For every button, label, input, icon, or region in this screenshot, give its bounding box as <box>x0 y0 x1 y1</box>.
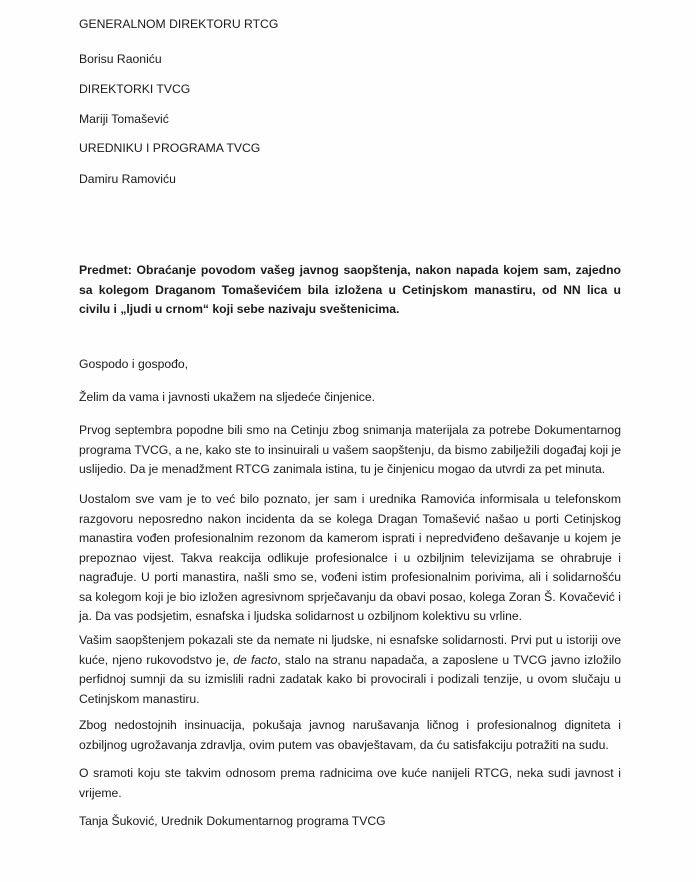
paragraph-4: Zbog nedostojnih insinuacija, pokušaja javnog narušavanja ličnog i profesionalnog digniteta i ozbiljnog ugrožavanja zdravlja, ovim putem vas obavještavam, da ću satisfakciju potražiti na sudu. <box>79 718 621 752</box>
paragraph-5: O sramoti koju ste takvim odnosom prema radnicima ove kuće nanijeli RTCG, neka sudi javnost i vrijeme. <box>79 766 621 800</box>
recipient-line-6: Damiru Ramoviću <box>79 172 176 186</box>
paragraph-2: Uostalom sve vam je to već bilo poznato, jer sam i urednika Ramovića informisala u telefonskom razgovoru neposredno nakon incidenta da se kolega Dragan Tomašević našao u porti Cetinjskog manastira vođen profesionalnim rezonom da kamerom isprati i nepredviđeno dešavanje u kojem je prepoznao vijest. Takva reakcija odlikuje profesionalce i u ozbiljnim televizijama se ohrabruje i nagrađuje. U porti manastira, našli smo se, vođeni istim profesionalnim porivima, ali i solidarnošću sa kolegom koji je bio izložen agresivnom sprječavanju da obavi posao, kolega Zoran Š. Kovačević i ja. Da vas podsjetim, esnafska i ljudska solidarnost u ozbiljnom kolektivu su vrline. <box>79 492 621 623</box>
letter-subject: Predmet: Obraćanje povodom vašeg javnog saopštenja, nakon napada kojem sam, zajedno sa kolegom Draganom Tomaševićem bila izložena u Cetinjskom manastiru, od NN lica u civilu i „ljudi u crnom“ koji sebe nazivaju sveštenicima. <box>79 263 621 316</box>
paragraph-3-text-b: , stalo na stranu napadača, a zaposlene u TVCG javno izložilo perfidnoj sumnji da su izmislili radni zadatak kako bi provocirali i podizali tenzije, u ovom slučaju u Cetinjskom manastiru. <box>79 652 622 706</box>
paragraph-3-text-a: Vašim saopštenjem pokazali ste da nemate ni ljudske, ni esnafske solidarnosti. Prvi put u istoriji ove kuće, njeno rukovodstvo je, <box>79 633 621 667</box>
recipient-line-5: UREDNIKU I PROGRAMA TVCG <box>79 141 261 155</box>
paragraph-3-italic: de facto <box>233 652 278 667</box>
paragraph-3 <box>79 631 621 709</box>
signature: Tanja Šuković, Urednik Dokumentarnog programa TVCG <box>79 814 386 828</box>
paragraph-1: Prvog septembra popodne bili smo na Cetinju zbog snimanja materijala za potrebe Dokumentarnog programa TVCG, a ne, kako ste to insinuirali u vašem saopštenju, da bismo zabilježili događaj koji je uslijedio. Da je menadžment RTCG zanimala istina, tu je činjenicu mogao da utvrdi za pet minuta. <box>79 423 621 476</box>
recipient-line-2: Borisu Raoniću <box>79 52 162 66</box>
recipient-line-1: GENERALNOM DIREKTORU RTCG <box>79 17 279 31</box>
recipient-line-3: DIREKTORKI TVCG <box>79 82 191 96</box>
intro-paragraph: Želim da vama i javnosti ukažem na sljedeće činjenice. <box>79 390 376 404</box>
recipient-line-4: Mariji Tomašević <box>79 112 169 126</box>
salutation: Gospodo i gospođo, <box>79 357 189 371</box>
